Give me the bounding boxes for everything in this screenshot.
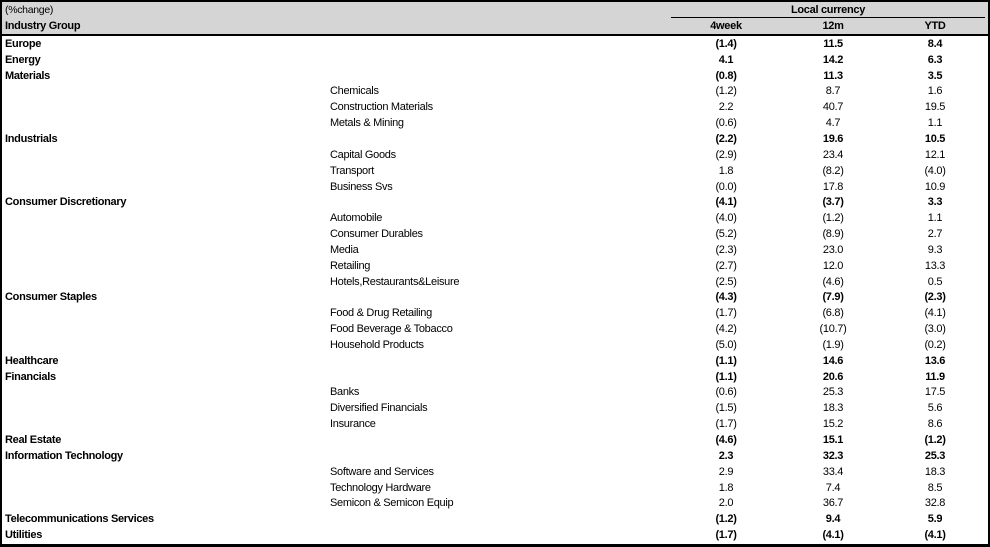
value-ytd: 18.3: [924, 465, 946, 478]
value-ytd: (4.1): [924, 307, 946, 320]
value-ytd: 17.5: [924, 386, 946, 399]
value-4week: (5.0): [715, 338, 737, 351]
value-12m: 7.4: [825, 481, 841, 494]
row-label: Industrials: [5, 132, 58, 145]
value-ytd: 1.6: [927, 85, 943, 98]
value-ytd: 8.4: [927, 37, 943, 50]
value-ytd: 11.9: [925, 370, 945, 383]
table-row: [2, 511, 988, 527]
table-row: [2, 321, 988, 337]
row-label: Insurance: [330, 418, 376, 431]
percent-change-label: (%change): [5, 4, 54, 16]
value-ytd: (1.2): [924, 434, 946, 447]
header-row-top: [2, 2, 988, 18]
value-12m: (4.1): [822, 529, 844, 542]
table-row: [2, 353, 988, 369]
value-12m: 23.4: [822, 148, 844, 161]
value-ytd: (2.3): [924, 291, 946, 304]
value-ytd: 8.5: [927, 481, 943, 494]
value-12m: 25.3: [822, 386, 844, 399]
value-ytd: (4.1): [924, 529, 946, 542]
table-row: [2, 99, 988, 115]
table-row: [2, 464, 988, 480]
row-label: Transport: [330, 164, 374, 177]
industry-group-column-header: Industry Group: [5, 20, 81, 32]
column-header-ytd: YTD: [924, 20, 946, 32]
value-12m: 33.4: [822, 465, 844, 478]
value-4week: (0.8): [715, 69, 737, 82]
table-header: [2, 2, 988, 36]
value-12m: (4.6): [822, 275, 844, 288]
value-12m: 17.8: [822, 180, 844, 193]
table-row: [2, 385, 988, 401]
value-ytd: 5.6: [927, 402, 943, 415]
value-4week: (1.7): [715, 529, 737, 542]
value-12m: 8.7: [825, 85, 841, 98]
row-label: Food Beverage & Tobacco: [330, 323, 453, 336]
row-label: Real Estate: [5, 434, 62, 447]
value-12m: (8.9): [822, 228, 844, 241]
table-row: [2, 242, 988, 258]
row-label: Metals & Mining: [330, 117, 404, 130]
column-header-12m: 12m: [822, 20, 844, 32]
value-ytd: (0.2): [924, 338, 946, 351]
table-row: [2, 210, 988, 226]
row-label: Telecommunications Services: [5, 513, 154, 526]
value-ytd: 19.5: [924, 101, 946, 114]
table-row: [2, 495, 988, 511]
table-row: [2, 400, 988, 416]
value-4week: (0.6): [715, 117, 737, 130]
value-4week: (2.3): [715, 243, 737, 256]
value-4week: (1.2): [715, 85, 737, 98]
table-row: [2, 480, 988, 496]
value-4week: 4.1: [718, 53, 734, 66]
row-label: Media: [330, 243, 359, 256]
table-row: [2, 448, 988, 464]
table-body: [2, 36, 988, 543]
value-12m: 20.6: [822, 370, 844, 383]
value-4week: (5.2): [715, 228, 737, 241]
value-4week: (1.7): [715, 418, 737, 431]
value-4week: (2.5): [715, 275, 737, 288]
value-ytd: 12.1: [924, 148, 946, 161]
table-row: [2, 52, 988, 68]
value-ytd: 10.9: [924, 180, 946, 193]
value-12m: 9.4: [825, 513, 841, 526]
table-row: [2, 179, 988, 195]
value-12m: (3.7): [822, 196, 844, 209]
row-label: Business Svs: [330, 180, 393, 193]
value-12m: 15.1: [822, 434, 844, 447]
value-12m: 14.2: [822, 53, 844, 66]
value-ytd: 8.6: [927, 418, 943, 431]
value-12m: 18.3: [822, 402, 844, 415]
row-label: Capital Goods: [330, 148, 396, 161]
table-row: [2, 369, 988, 385]
value-ytd: 0.5: [927, 275, 943, 288]
value-4week: (2.9): [715, 148, 737, 161]
value-4week: (4.1): [715, 196, 737, 209]
value-4week: (1.1): [715, 354, 737, 367]
row-label: Consumer Discretionary: [5, 196, 127, 209]
row-label: Banks: [330, 386, 360, 399]
row-label: Consumer Durables: [330, 228, 423, 241]
row-label: Financials: [5, 370, 56, 383]
value-4week: (4.6): [715, 434, 737, 447]
value-ytd: 10.5: [924, 132, 946, 145]
row-label: Technology Hardware: [330, 481, 431, 494]
value-12m: (6.8): [822, 307, 844, 320]
value-ytd: (4.0): [924, 164, 946, 177]
table-row: [2, 274, 988, 290]
value-ytd: 1.1: [927, 117, 943, 130]
value-4week: (1.1): [715, 370, 737, 383]
value-12m: 36.7: [822, 497, 844, 510]
value-12m: (10.7): [819, 323, 847, 336]
value-ytd: 5.9: [927, 513, 943, 526]
table-row: [2, 147, 988, 163]
value-ytd: 13.6: [924, 354, 946, 367]
row-label: Diversified Financials: [330, 402, 428, 415]
value-4week: 2.0: [718, 497, 734, 510]
table-row: [2, 226, 988, 242]
value-4week: (2.7): [715, 259, 737, 272]
value-ytd: 25.3: [924, 449, 946, 462]
value-ytd: 3.3: [927, 196, 943, 209]
row-label: Food & Drug Retailing: [330, 307, 432, 320]
value-4week: (1.5): [715, 402, 737, 415]
row-label: Hotels,Restaurants&Leisure: [330, 275, 460, 288]
value-12m: (7.9): [822, 291, 844, 304]
value-4week: 1.8: [718, 164, 734, 177]
column-header-4week: 4week: [710, 20, 742, 32]
value-4week: (4.2): [715, 323, 737, 336]
value-ytd: (3.0): [924, 323, 946, 336]
value-12m: 11.5: [823, 37, 843, 50]
value-12m: 12.0: [822, 259, 844, 272]
value-ytd: 2.7: [927, 228, 943, 241]
value-4week: (1.4): [715, 37, 737, 50]
value-4week: 2.9: [718, 465, 734, 478]
value-4week: (4.3): [715, 291, 737, 304]
row-label: Healthcare: [5, 354, 59, 367]
row-label: Consumer Staples: [5, 291, 97, 304]
value-12m: 14.6: [822, 354, 844, 367]
table-row: [2, 115, 988, 131]
row-label: Materials: [5, 69, 50, 82]
row-label: Software and Services: [330, 465, 434, 478]
table-row: [2, 416, 988, 432]
value-4week: 1.8: [718, 481, 734, 494]
value-4week: 2.3: [718, 449, 734, 462]
value-12m: 4.7: [825, 117, 841, 130]
table-row: [2, 258, 988, 274]
value-ytd: 13.3: [924, 259, 946, 272]
local-currency-span-header: Local currency: [671, 2, 985, 18]
row-label: Europe: [5, 37, 42, 50]
value-12m: 19.6: [822, 132, 844, 145]
value-12m: 32.3: [822, 449, 844, 462]
value-4week: (2.2): [715, 132, 737, 145]
row-label: Household Products: [330, 338, 424, 351]
row-label: Retailing: [330, 259, 371, 272]
row-label: Construction Materials: [330, 101, 433, 114]
value-12m: 23.0: [822, 243, 844, 256]
table-row: [2, 305, 988, 321]
value-4week: (0.6): [715, 386, 737, 399]
row-label: Utilities: [5, 529, 43, 542]
value-ytd: 3.5: [927, 69, 943, 82]
row-label: Semicon & Semicon Equip: [330, 497, 454, 510]
value-4week: (4.0): [715, 212, 737, 225]
value-12m: (8.2): [822, 164, 844, 177]
row-label: Information Technology: [5, 449, 123, 462]
table-row: [2, 290, 988, 306]
value-4week: (1.7): [715, 307, 737, 320]
table-row: [2, 337, 988, 353]
value-12m: (1.9): [822, 338, 844, 351]
row-label: Automobile: [330, 212, 383, 225]
value-12m: 15.2: [822, 418, 844, 431]
value-ytd: 9.3: [927, 243, 943, 256]
row-label: Energy: [5, 53, 41, 66]
value-4week: (0.0): [715, 180, 737, 193]
table-row: [2, 527, 988, 543]
table-row: [2, 84, 988, 100]
value-ytd: 1.1: [927, 212, 943, 225]
table-row: [2, 194, 988, 210]
table-row: [2, 432, 988, 448]
value-12m: 11.3: [823, 69, 843, 82]
value-4week: 2.2: [718, 101, 734, 114]
value-12m: 40.7: [822, 101, 844, 114]
table-row: [2, 36, 988, 52]
table-row: [2, 68, 988, 84]
header-row-columns: [2, 18, 988, 34]
row-label: Chemicals: [330, 85, 379, 98]
value-ytd: 6.3: [927, 53, 943, 66]
table-row: [2, 163, 988, 179]
value-ytd: 32.8: [924, 497, 946, 510]
table-row: [2, 131, 988, 147]
value-4week: (1.2): [715, 513, 737, 526]
value-12m: (1.2): [822, 212, 844, 225]
